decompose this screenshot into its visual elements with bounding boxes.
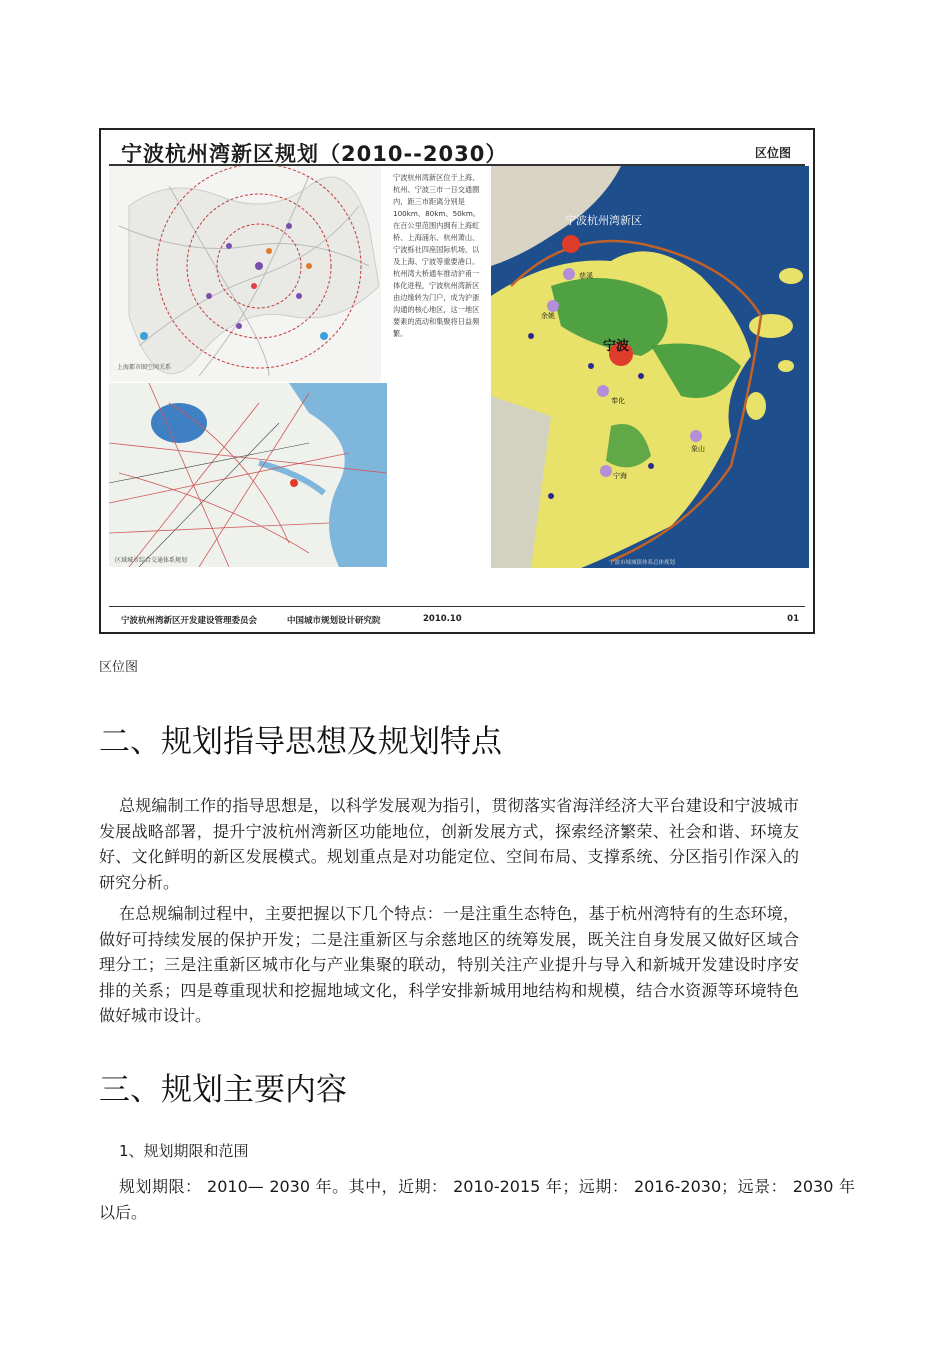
metro-ring-map-graphic xyxy=(109,166,381,382)
ring-map-caption: 上海都市圈空间关系 xyxy=(117,364,172,371)
section-3-heading: 三、规划主要内容 xyxy=(99,1072,347,1108)
footer-organization-1: 宁波杭州湾新区开发建设管理委员会 xyxy=(121,616,258,626)
label-fenghua: 奉化 xyxy=(611,397,625,405)
label-xiangshan: 象山 xyxy=(691,445,705,453)
section-2-paragraph-2: 在总规编制过程中，主要把握以下几个特点：一是注重生态特色，基于杭州湾特有的生态环境，做好可持续发展的保护开发；二是注重新区与余慈地区的统筹发展，既关注自身发展又做好区域合理分工；三是注重新区城市化与产业集聚的联动，特别关注产业提升与导入和新城开发建设时序安排的关系；四是尊重现状和挖掘地域文化，科学安排新城用地结构和规模，结合水资源等环境特色做好城市设计。 xyxy=(99,904,799,1025)
footer-date: 2010.10 xyxy=(423,614,462,624)
location-map-figure xyxy=(99,128,815,634)
label-cixi: 慈溪 xyxy=(579,272,593,280)
figure-description: 宁波杭州湾新区位于上海、杭州、宁波三市一日交通圈内，距三市距离分别是100km、80km、50km。在百公里范围内拥有上海虹桥、上海浦东、杭州萧山、宁波栎社四座国际机场，以及上海、宁波等重要港口。杭州湾大桥通车推动沪甬一体化进程，宁波杭州湾新区由边缘转为门户，成为沪浙沟通的核心地区，这一地区要素的流动和集聚将日益频繁。 xyxy=(393,173,481,338)
metro-ring-map xyxy=(109,166,381,382)
ningbo-region-map-graphic xyxy=(491,166,809,568)
figure-corner-label: 区位图 xyxy=(754,146,791,160)
figure-footer-rule xyxy=(109,606,805,607)
network-map-caption: 区域城市综合交通体系规划 xyxy=(115,557,188,564)
section-2-heading: 二、规划指导思想及规划特点 xyxy=(99,724,502,760)
description-column xyxy=(385,166,489,566)
footer-page-number: 01 xyxy=(787,614,799,624)
footer-organization-2: 中国城市规划设计研究院 xyxy=(287,616,381,626)
label-yuyao: 余姚 xyxy=(541,312,555,320)
label-new-area: 宁波杭州湾新区 xyxy=(565,214,642,227)
regional-network-map-graphic xyxy=(109,383,387,567)
regional-network-map xyxy=(109,383,387,567)
big-map-caption: 宁波市域城镇体系总体规划 xyxy=(609,560,676,566)
label-ningbo: 宁波 xyxy=(603,339,630,354)
figure-caption: 区位图 xyxy=(99,660,139,675)
section-2-paragraph-1: 总规编制工作的指导思想是，以科学发展观为指引，贯彻落实省海洋经济大平台建设和宁波城市发展战略部署，提升宁波杭州湾新区功能地位，创新发展方式，探索经济繁荣、社会和谐、环境友好、文化鲜明的新区发展模式。规划重点是对功能定位、空间布局、支撑系统、分区指引作深入的研究分析。 xyxy=(99,796,799,892)
section-3-paragraph-1: 规划期限： 2010— 2030 年。其中，近期： 2010-2015 年；远期： 2016-2030；远景： 2030 年以后。 xyxy=(99,1177,855,1222)
section-3-subheading: 1、规划期限和范围 xyxy=(119,1142,249,1160)
label-ninghai: 宁海 xyxy=(613,472,627,480)
ningbo-region-map xyxy=(491,166,809,568)
figure-title: 宁波杭州湾新区规划（2010--2030） xyxy=(121,142,508,166)
